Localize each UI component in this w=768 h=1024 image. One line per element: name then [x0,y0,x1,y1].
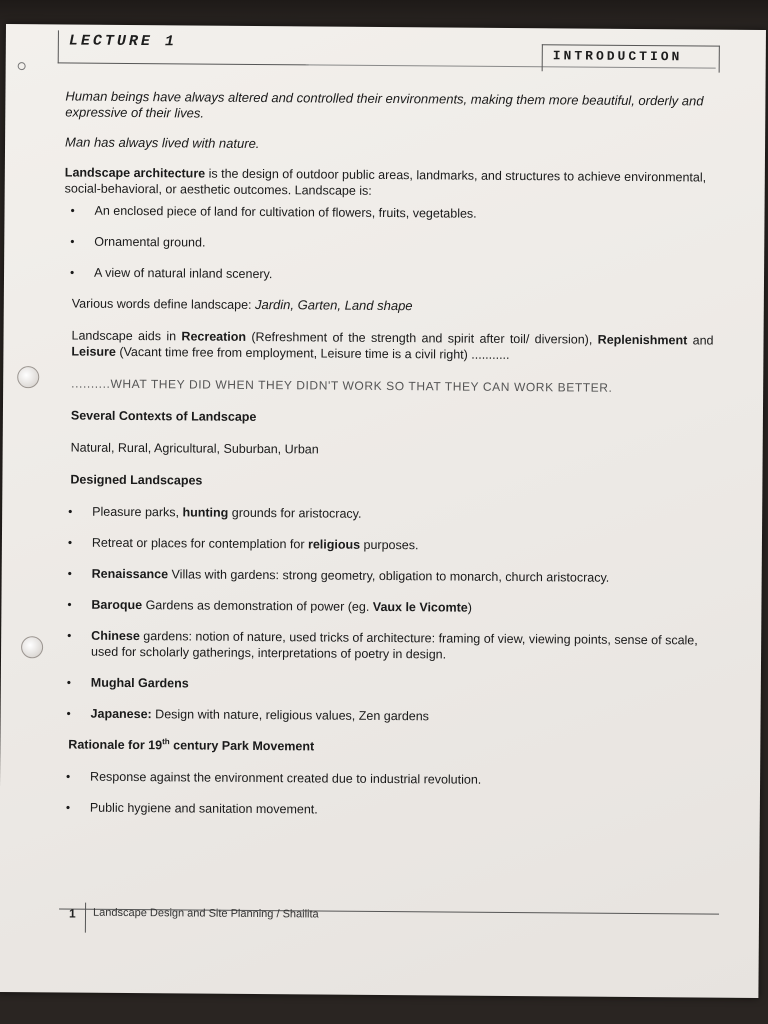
item-text: gardens: notion of nature, used tricks of architecture: framing of view, viewing points, sense of scale, used for scholarly gatherings, interpretations of poetry in design. [91,629,698,662]
section-title: INTRODUCTION [552,48,683,65]
contexts-heading: Several Contexts of Landscape [70,408,257,424]
definition-text: is the design of outdoor public areas, landmarks, and structures to achieve environmental, social-behavioral, or aesthetic outcomes. Landscape is: [64,166,707,198]
rationale-text: Rationale for 19 [68,737,163,753]
footer-divider [85,903,86,933]
aids-text: and [687,333,714,348]
list-item [67,597,711,618]
item-bold: Baroque [91,597,143,613]
page-number: 1 [68,906,76,921]
list-item: • Ornamental ground. [70,234,714,255]
document-body [60,88,716,835]
designed-heading: Designed Landscapes [70,472,203,488]
list-item [67,705,711,726]
list-item [68,566,712,587]
item-text: Design with nature, religious values, Zen gardens [151,707,430,724]
item-bold: Vaux le Vicomte [372,599,468,615]
list-item [68,535,712,556]
punch-hole-bottom [21,636,43,658]
caps-line: ..........WHAT THEY DID WHEN THEY DIDN'T WORK SO THAT THEY CAN WORK BETTER. [71,376,613,395]
item-bold: Japanese: [90,706,152,722]
list-item [68,504,712,525]
pin-mark [18,62,26,70]
list-item: • A view of natural inland scenery. [70,265,714,286]
list-item: • Public hygiene and sanitation movement. [66,799,710,820]
document-page [0,24,766,998]
item-bold: religious [307,537,361,552]
item-text: Villas with gardens: strong geometry, obligation to monarch, church aristocracy. [168,567,610,585]
rationale-text: century Park Movement [169,738,315,754]
item-bold: Chinese [91,628,140,644]
words-terms: Jardin, Garten, Land shape [254,296,413,314]
item-text: grounds for aristocracy. [228,505,362,521]
list-item: • An enclosed piece of land for cultivation of flowers, fruits, vegetables. [70,203,714,224]
aids-recreation: Recreation [181,329,247,344]
item-text: Gardens as demonstration of power (eg. [142,598,373,614]
definition-paragraph [65,164,715,201]
item-text: Pleasure parks, [92,504,183,520]
aids-text: Landscape aids in [71,328,182,344]
punch-hole-top [17,366,39,388]
words-paragraph [72,296,714,317]
item-text: Retreat or places for contemplation for [91,535,309,552]
item-bold: Renaissance [91,566,169,582]
footer-text: Landscape Design and Site Planning / Shailita [92,906,319,921]
item-bold: hunting [182,505,229,520]
list-item [67,627,711,664]
aids-replenishment: Replenishment [597,332,688,348]
aids-text: (Vacant time free from employment, Leisure time is a civil right) ........... [115,344,510,362]
item-bold: Mughal Gardens [90,675,189,691]
rationale-sup: th [162,737,170,747]
aids-paragraph [71,328,713,365]
aids-text: (Refreshment of the strength and spirit after toil/ diversion), [246,329,598,347]
section-header [542,44,720,72]
aids-leisure: Leisure [71,344,116,359]
list-item: • Response against the environment created due to industrial revolution. [66,768,710,789]
lecture-title: LECTURE 1 [68,32,177,51]
man-nature-paragraph: Man has always lived with nature. [65,134,260,151]
list-item [67,674,711,695]
item-text: purposes. [360,537,419,553]
definition-term: Landscape architecture [64,165,206,181]
lecture-header [58,30,309,65]
item-text: ) [467,600,473,615]
words-prefix: Various words define landscape: [71,296,256,312]
intro-paragraph: Human beings have always altered and controlled their environments, making them more beautiful, orderly and expressive of their lives. [65,88,704,121]
rationale-heading [68,737,710,758]
contexts-list: Natural, Rural, Agricultural, Suburban, Urban [70,440,319,457]
